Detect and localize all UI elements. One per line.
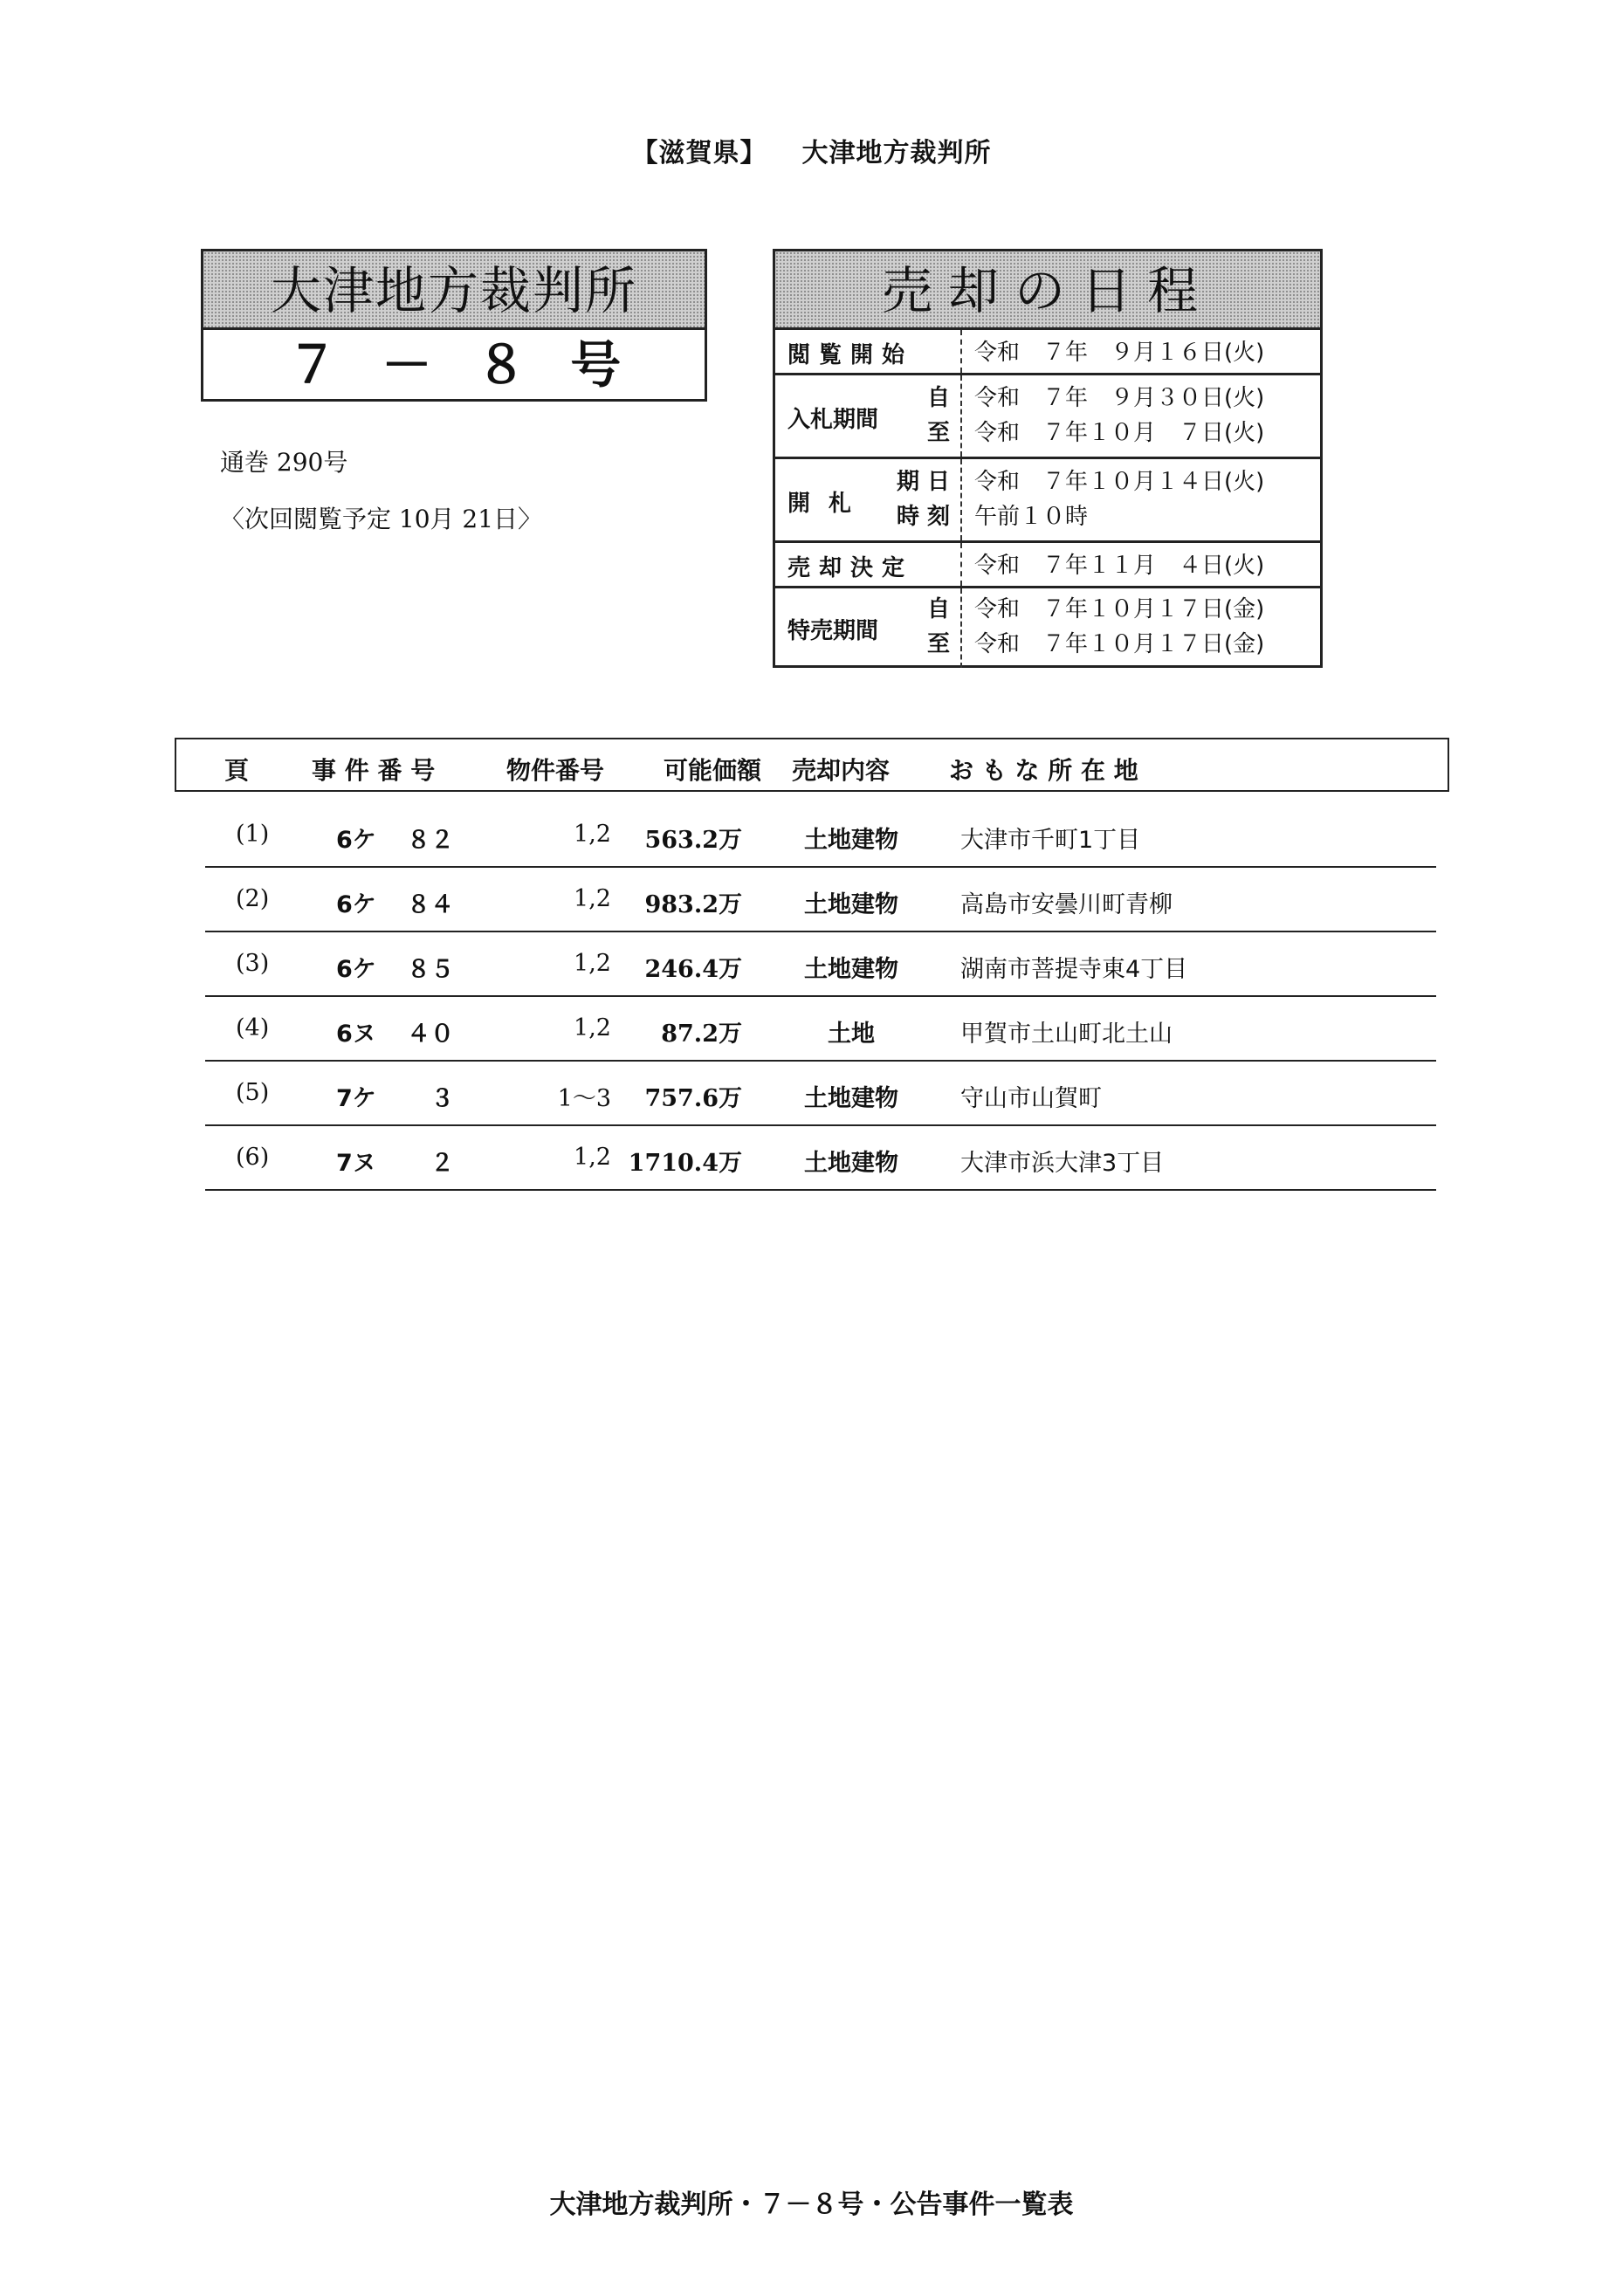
page-footer: 大津地方裁判所・７－８号・公告事件一覧表 [549,2189,1074,2220]
cell-sale-type: 土地建物 [804,891,898,918]
cell-case: 6ヌ [336,1021,376,1048]
schedule-row-viewing [775,330,1320,375]
cell-property: 1,2 [574,950,611,977]
table-row [205,803,1436,868]
schedule-row-bidding [775,375,1320,459]
page-header [0,131,1623,169]
schedule-sub-label: 至 [926,631,950,657]
cell-case: 6ケ [336,956,376,983]
cell-page: (3) [236,950,270,977]
header-prefecture: 【滋賀県】 [631,138,767,168]
cell-sale-type: 土地建物 [804,956,898,983]
schedule-value: 令和 ７年１０月 ７日(火) [974,420,1265,446]
schedule-sub-label: 至 [926,420,950,446]
schedule-label: 開 札 [787,491,857,517]
cell-address: 守山市山賀町 [960,1085,1102,1112]
cell-address: 湖南市菩提寺東4丁目 [960,956,1188,983]
cell-price: 87.2万 [661,1021,742,1048]
cell-page: (5) [236,1079,270,1106]
schedule-value: 令和 ７年１１月 ４日(火) [974,553,1265,579]
cell-price: 563.2万 [644,827,742,854]
cell-case: 7ヌ [336,1150,376,1177]
schedule-value: 令和 ７年１０月１７日(金) [974,596,1265,622]
cell-address: 甲賀市土山町北土山 [960,1021,1173,1048]
cell-case-number: ３ [430,1085,454,1112]
cell-property: 1,2 [574,885,611,912]
table-row [205,1062,1436,1126]
table-row [205,868,1436,932]
cell-price: 757.6万 [644,1085,742,1112]
title-box [201,249,707,402]
schedule-label: 売却決定 [787,555,914,581]
header-sale-type: 売却内容 [792,756,891,785]
cell-sale-type: 土地建物 [804,827,898,854]
schedule-sub-label: 自 [926,385,950,411]
cell-price: 1710.4万 [628,1150,742,1177]
schedule-label: 閲覧開始 [787,342,914,368]
schedule-value: 令和 ７年 ９月１６日(火) [974,340,1265,366]
cell-sale-type: 土地建物 [804,1085,898,1112]
schedule-value: 令和 ７年１０月１４日(火) [974,469,1265,495]
cell-case-number: ８２ [407,827,454,854]
cell-case-number: ８４ [407,891,454,918]
cell-address: 大津市浜大津3丁目 [960,1150,1165,1177]
cell-case: 6ケ [336,891,376,918]
header-property-number: 物件番号 [506,756,605,785]
cell-property: 1,2 [574,1144,611,1171]
cell-case-number: ８５ [407,956,454,983]
cell-address: 大津市千町1丁目 [960,827,1141,854]
cell-page: (4) [236,1014,270,1041]
cell-address: 高島市安曇川町青柳 [960,891,1173,918]
cell-page: (6) [236,1144,270,1171]
cell-sale-type: 土地 [828,1021,875,1048]
schedule-row-decision [775,543,1320,588]
header-price: 可能価額 [664,756,762,785]
table-row [205,932,1436,997]
cell-case-number: ２ [430,1150,454,1177]
header-case-number: 事 件 番 号 [312,756,436,785]
cell-case-number: ４０ [407,1021,454,1048]
cell-property: 1,2 [574,821,611,848]
schedule-value: 令和 ７年１０月１７日(金) [974,631,1265,657]
case-table [205,803,1436,1191]
cell-price: 983.2万 [644,891,742,918]
schedule-sub-label: 自 [926,596,950,622]
schedule-title: 売却の日程 [775,251,1320,330]
title-issue: ７ － ８ 号 [286,335,622,395]
volume-number: 通巻 290号 [220,448,348,477]
schedule-row-special-sale [775,588,1320,668]
title-court-name: 大津地方裁判所 [203,251,705,330]
next-viewing-date: 〈次回閲覧予定 10月 21日〉 [220,505,543,533]
cell-case: 7ケ [336,1085,376,1112]
table-row [205,997,1436,1062]
schedule-value: 午前１０時 [974,504,1089,530]
table-header [175,738,1449,792]
cell-page: (2) [236,885,270,912]
header-court: 大津地方裁判所 [801,138,992,168]
schedule-value: 令和 ７年 ９月３０日(火) [974,385,1265,411]
sale-schedule-box [773,249,1323,668]
cell-case: 6ケ [336,827,376,854]
cell-property: 1,2 [574,1014,611,1041]
cell-sale-type: 土地建物 [804,1150,898,1177]
header-address: お も な 所 在 地 [949,756,1138,785]
schedule-label: 特売期間 [787,618,879,644]
header-page: 頁 [224,756,250,785]
schedule-sub-label: 時 刻 [896,504,950,530]
cell-property: 1〜3 [557,1085,611,1112]
cell-price: 246.4万 [644,956,742,983]
schedule-label: 入札期間 [787,407,879,433]
schedule-sub-label: 期 日 [896,469,950,495]
table-row [205,1126,1436,1191]
cell-page: (1) [236,821,270,848]
schedule-row-opening [775,459,1320,543]
